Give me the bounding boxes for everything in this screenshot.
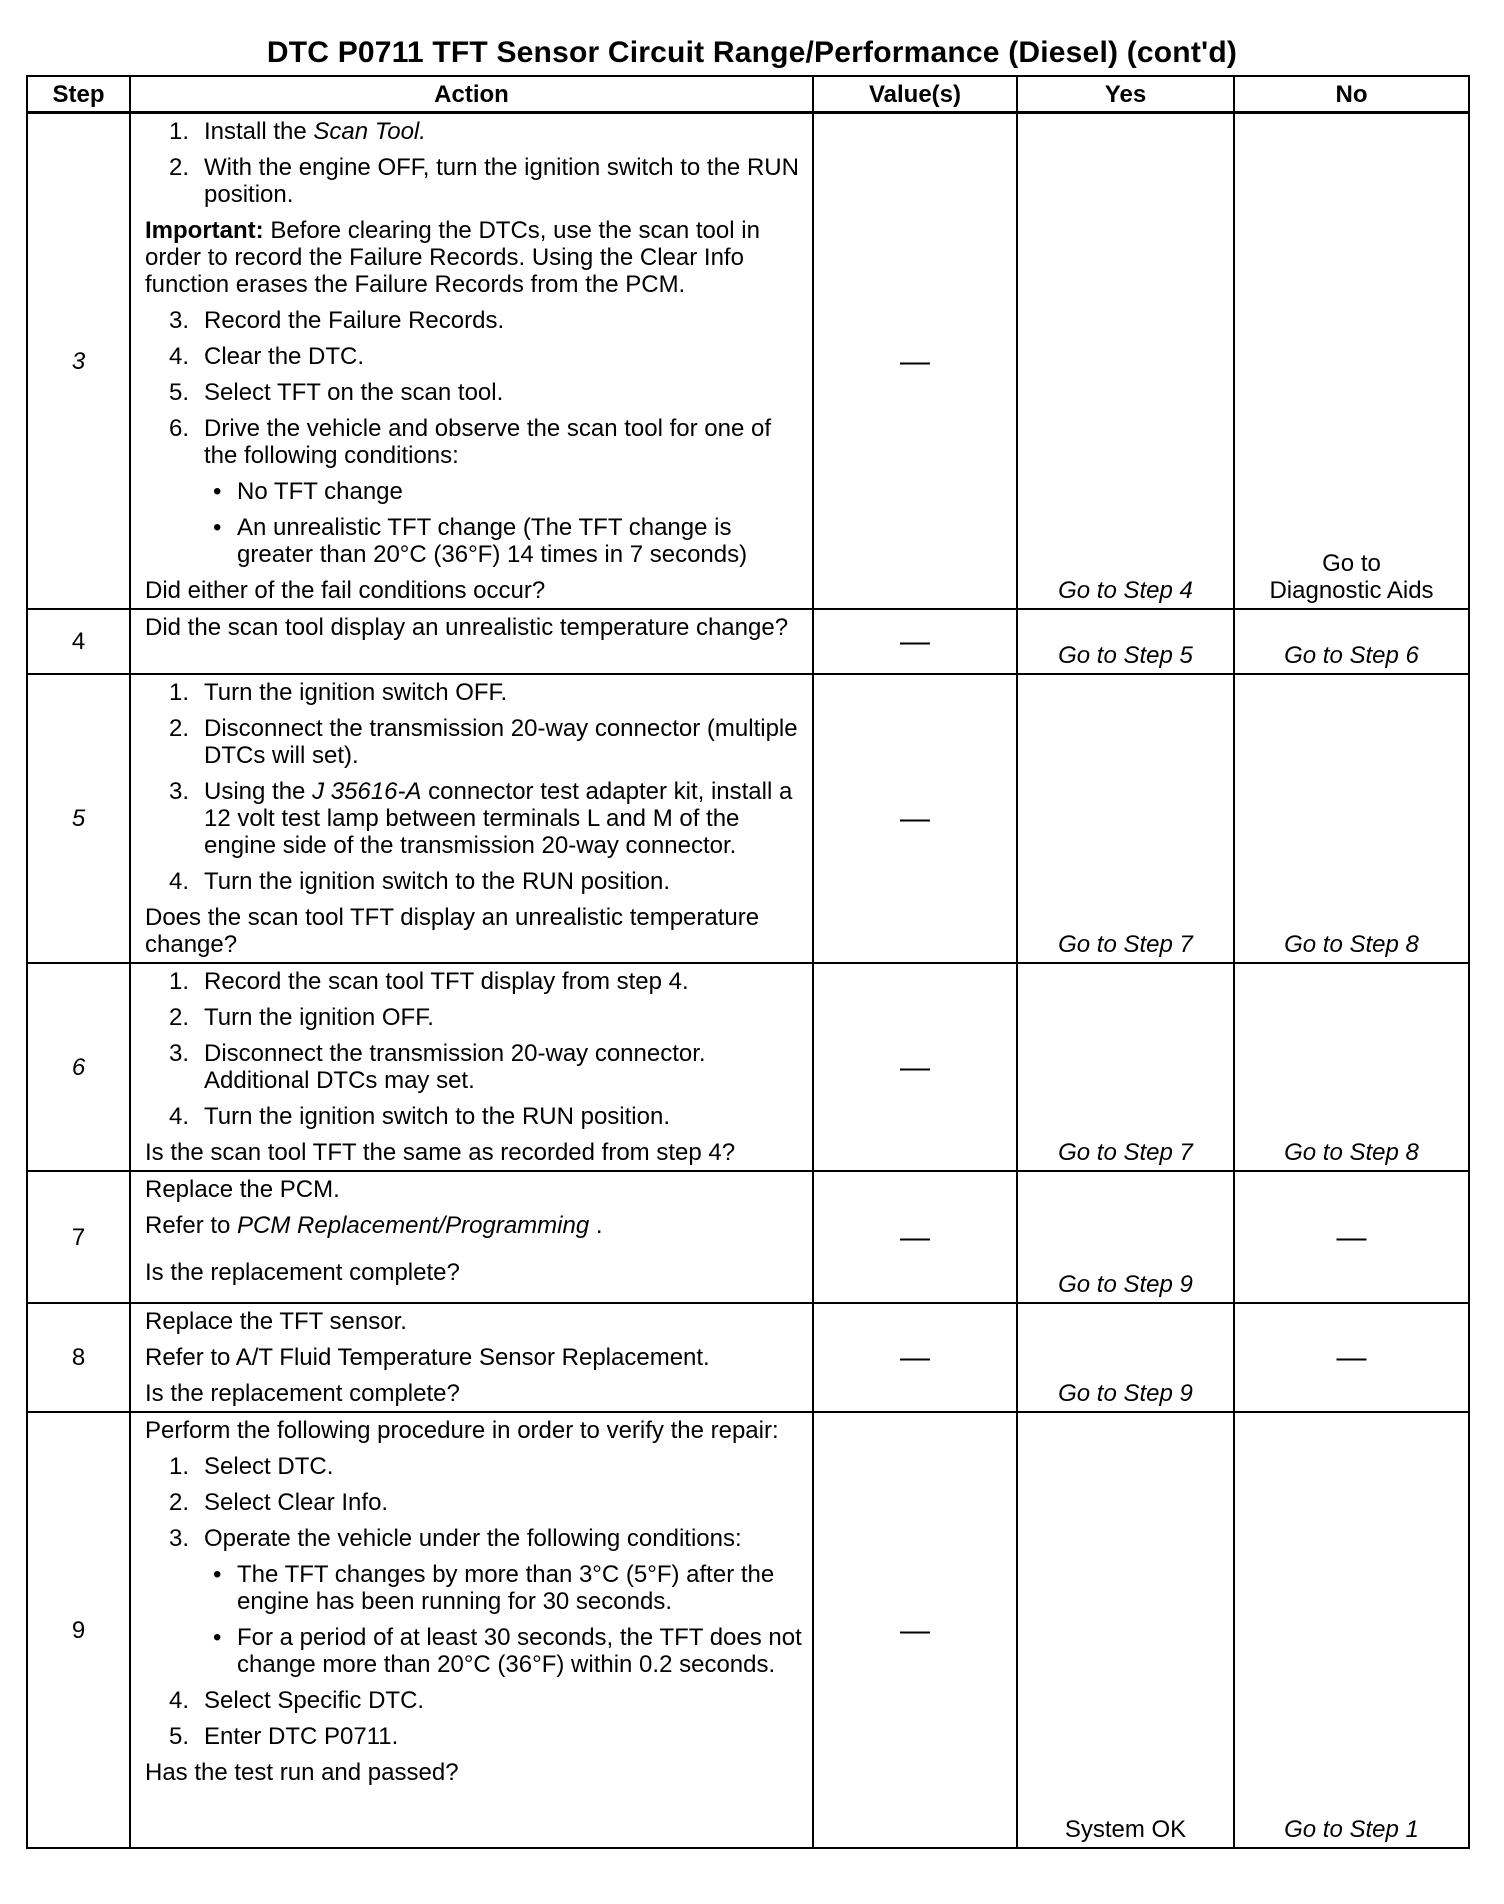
table-row	[27, 1171, 1469, 1303]
numbered-item: 1. Select DTC.	[169, 1453, 334, 1480]
no-cell: Go to Step 1	[1234, 1412, 1469, 1848]
question: Is the scan tool TFT the same as recorded from step 4?	[145, 1139, 736, 1166]
important-note: Important: Before clearing the DTCs, use the scan tool in order to record the Failure Records. Using the Clear Info function erases the Failure Records from the PCM.	[145, 217, 760, 298]
reference-line: Refer to PCM Replacement/Programming .	[145, 1212, 603, 1239]
step-number: 6	[27, 963, 130, 1171]
action-cell	[130, 113, 813, 610]
action-line: Replace the TFT sensor.	[145, 1308, 407, 1335]
table-row	[27, 1412, 1469, 1848]
yes-cell: Go to Step 9	[1017, 1303, 1234, 1412]
action-cell	[130, 674, 813, 963]
numbered-item: 4. Clear the DTC.	[169, 343, 365, 370]
no-cell: —	[1234, 1171, 1469, 1303]
table-row	[27, 609, 1469, 674]
table-row	[27, 1303, 1469, 1412]
bullet-item: • No TFT change	[213, 478, 403, 505]
question: Has the test run and passed?	[145, 1759, 459, 1786]
intro-line: Perform the following procedure in order to verify the repair:	[145, 1417, 779, 1444]
action-cell	[130, 963, 813, 1171]
step-number: 7	[27, 1171, 130, 1303]
yes-cell: System OK	[1017, 1412, 1234, 1848]
numbered-item: 3. Using the J 35616-A connector test adapter kit, install a 12 volt test lamp between terminals L and M of the engine side of the transmission 20-way connector.	[169, 778, 793, 859]
step-number: 3	[27, 113, 130, 610]
action-cell	[130, 609, 813, 674]
no-cell: Go to Step 8	[1234, 674, 1469, 963]
yes-cell: Go to Step 7	[1017, 963, 1234, 1171]
numbered-item: 1. Turn the ignition switch OFF.	[169, 679, 508, 706]
numbered-item: 4. Turn the ignition switch to the RUN position.	[169, 868, 670, 895]
no-cell: Go to Step 6	[1234, 609, 1469, 674]
step-number: 4	[27, 609, 130, 674]
table-row	[27, 113, 1469, 610]
question: Did the scan tool display an unrealistic temperature change?	[145, 614, 789, 641]
page-title: DTC P0711 TFT Sensor Circuit Range/Performance (Diesel) (cont'd)	[266, 36, 1238, 69]
table-header-row	[27, 76, 1469, 113]
yes-cell: Go to Step 9	[1017, 1171, 1234, 1303]
numbered-item: 5. Select TFT on the scan tool.	[169, 379, 504, 406]
bullet-item: • For a period of at least 30 seconds, the TFT does not change more than 20°C (36°F) within 0.2 seconds.	[213, 1624, 802, 1678]
bullet-item: • An unrealistic TFT change (The TFT change is greater than 20°C (36°F) 14 times in 7 seconds)	[213, 514, 748, 568]
action-cell	[130, 1412, 813, 1848]
yes-cell: Go to Step 4	[1017, 113, 1234, 610]
numbered-item: 4. Select Specific DTC.	[169, 1687, 425, 1714]
value-cell: —	[813, 1412, 1017, 1848]
value-cell: —	[813, 609, 1017, 674]
no-cell: —	[1234, 1303, 1469, 1412]
numbered-item: 3. Record the Failure Records.	[169, 307, 505, 334]
numbered-item: 2. Turn the ignition OFF.	[169, 1004, 434, 1031]
table-row	[27, 963, 1469, 1171]
question: Is the replacement complete?	[145, 1380, 460, 1407]
yes-cell: Go to Step 7	[1017, 674, 1234, 963]
header-step: Step	[27, 76, 130, 113]
value-cell: —	[813, 1303, 1017, 1412]
numbered-item: 1. Record the scan tool TFT display from step 4.	[169, 968, 689, 995]
numbered-item: 1. Install the Scan Tool.	[169, 118, 426, 145]
question: Does the scan tool TFT display an unrealistic temperature change?	[145, 904, 760, 958]
step-number: 9	[27, 1412, 130, 1848]
numbered-item: 2. With the engine OFF, turn the ignition switch to the RUN position.	[169, 154, 799, 208]
numbered-item: 5. Enter DTC P0711.	[169, 1723, 399, 1750]
header-yes: Yes	[1017, 76, 1234, 113]
yes-cell: Go to Step 5	[1017, 609, 1234, 674]
value-cell: —	[813, 113, 1017, 610]
table-row	[27, 674, 1469, 963]
numbered-item: 3. Disconnect the transmission 20-way connector. Additional DTCs may set.	[169, 1040, 706, 1094]
action-cell	[130, 1303, 813, 1412]
no-cell: Go to Step 8	[1234, 963, 1469, 1171]
value-cell: —	[813, 1171, 1017, 1303]
action-line: Replace the PCM.	[145, 1176, 340, 1203]
value-cell: —	[813, 963, 1017, 1171]
reference-line: Refer to A/T Fluid Temperature Sensor Replacement.	[145, 1344, 710, 1371]
no-cell: Go to Diagnostic Aids	[1234, 113, 1469, 610]
value-cell: —	[813, 674, 1017, 963]
numbered-item: 3. Operate the vehicle under the following conditions:	[169, 1525, 742, 1552]
question: Did either of the fail conditions occur?	[145, 577, 546, 604]
bullet-item: • The TFT changes by more than 3°C (5°F) after the engine has been running for 30 seconds.	[213, 1561, 775, 1615]
header-values: Value(s)	[813, 76, 1017, 113]
numbered-item: 2. Select Clear Info.	[169, 1489, 389, 1516]
question: Is the replacement complete?	[145, 1259, 460, 1286]
step-number: 8	[27, 1303, 130, 1412]
header-no: No	[1234, 76, 1469, 113]
action-cell	[130, 1171, 813, 1303]
diagnostic-table	[26, 75, 1470, 1849]
numbered-item: 6. Drive the vehicle and observe the scan tool for one of the following conditions:	[169, 415, 771, 469]
header-action: Action	[130, 76, 813, 113]
step-number: 5	[27, 674, 130, 963]
numbered-item: 2. Disconnect the transmission 20-way connector (multiple DTCs will set).	[169, 715, 798, 769]
numbered-item: 4. Turn the ignition switch to the RUN position.	[169, 1103, 670, 1130]
